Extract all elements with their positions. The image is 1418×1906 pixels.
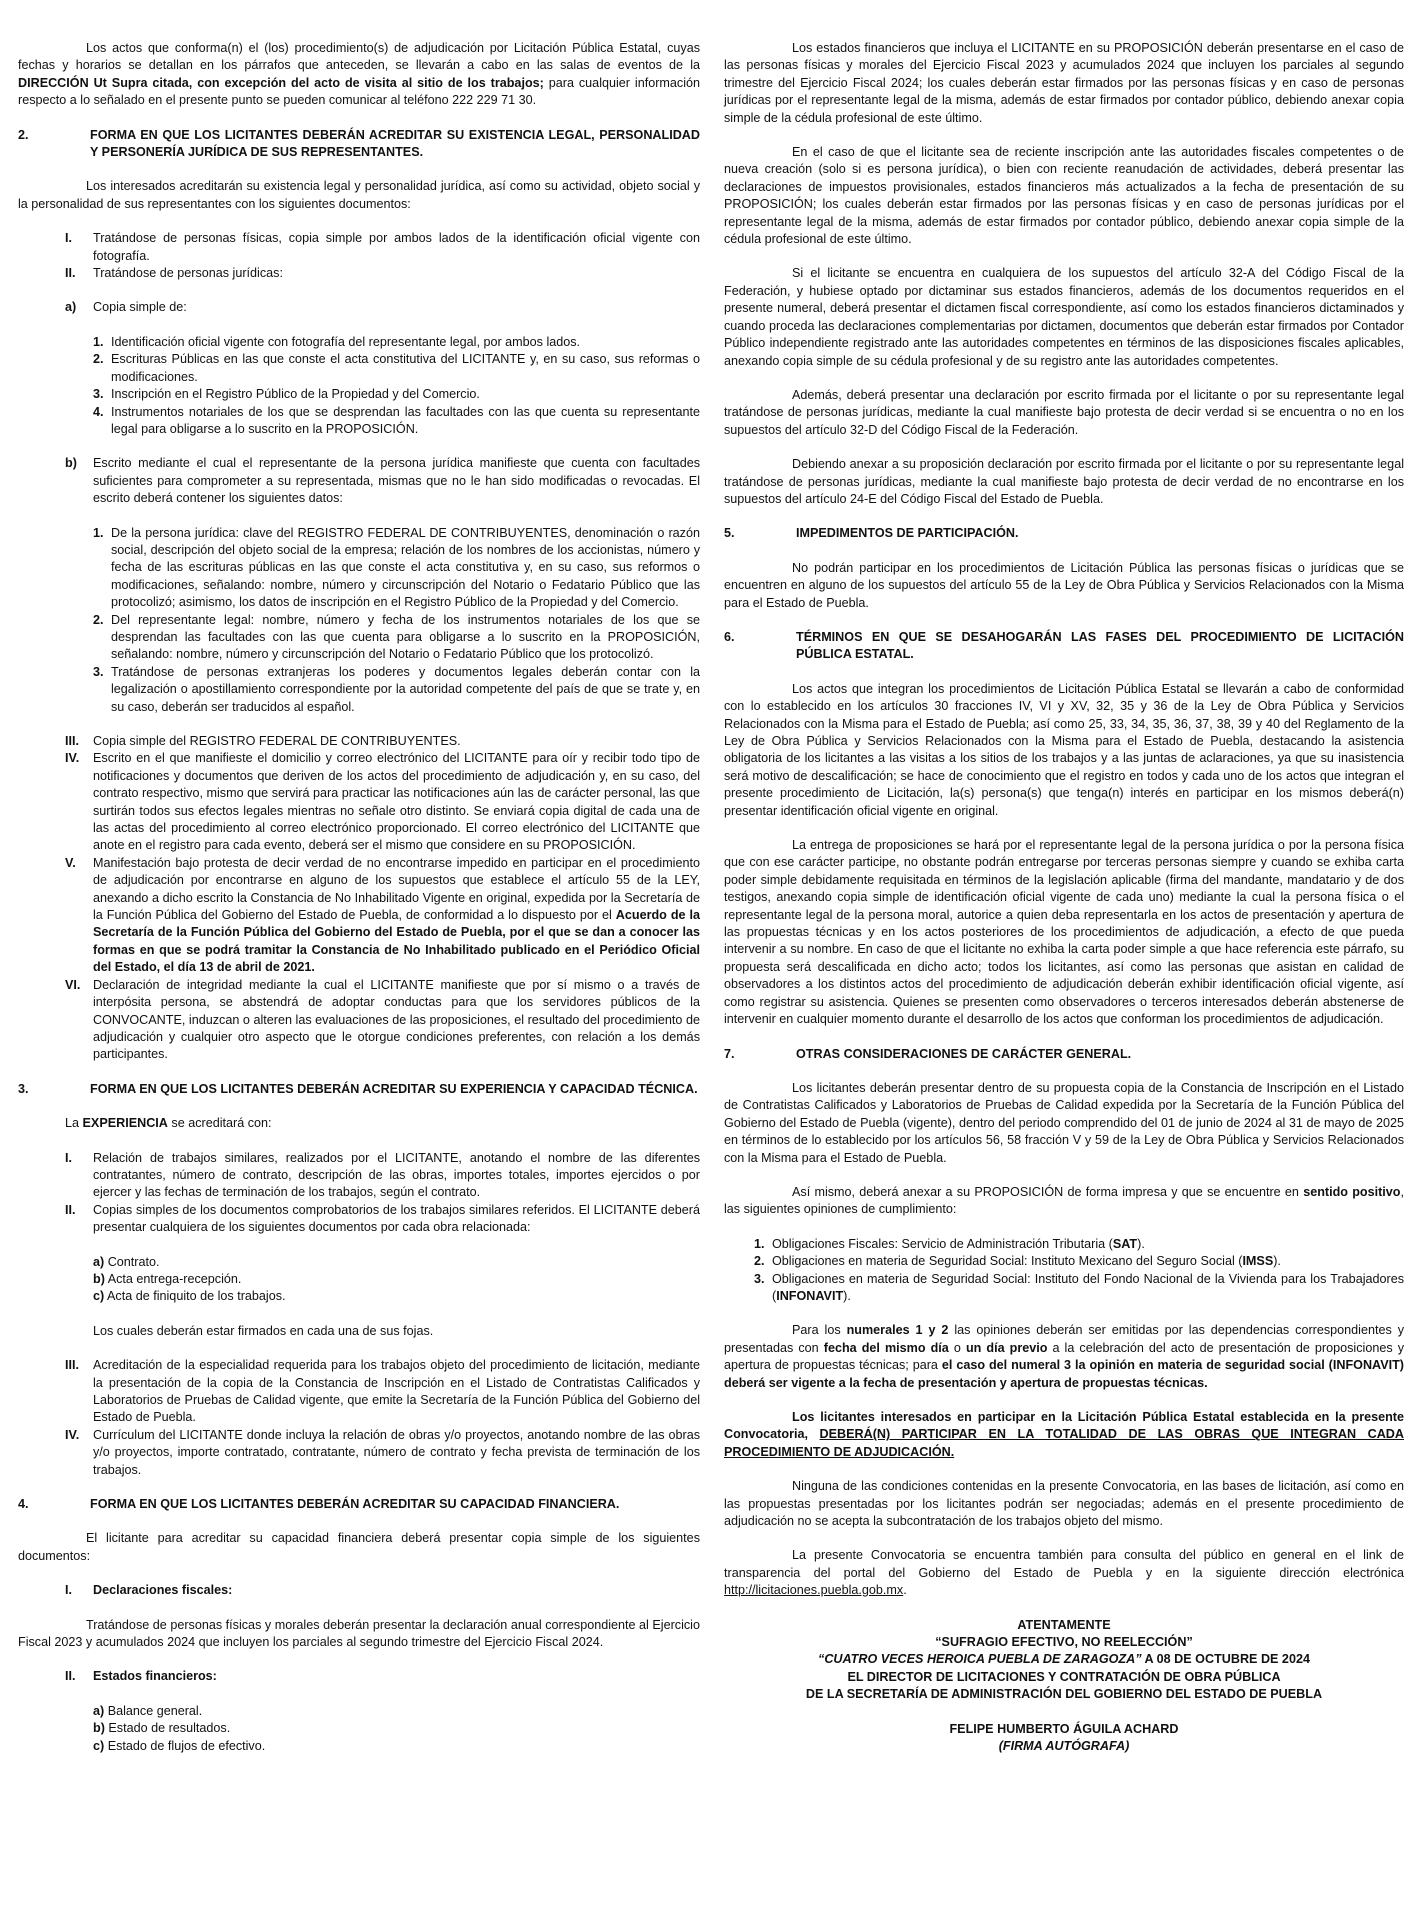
article-24e-paragraph: Debiendo anexar a su proposición declaración por escrito firmada por el licitante o por su representante legal tratándose de personas jurídicas, mediante la cual manifieste bajo protesta de decir verdad de no encontrarse en los supuestos del artículo 24-E del Código Fiscal del Estado de Puebla. [724, 457, 1404, 506]
section-3-item-iv: IV. Currículum del LICITANTE donde incluya la relación de obras y/o proyectos, anotando nombre de las obras y/o proyectos, importe contratado, contratante, número de contrato y fecha prevista de terminación de los trabajos. [65, 1427, 700, 1477]
transparency-link[interactable]: http://licitaciones.puebla.gob.mx [724, 1583, 904, 1598]
section-2-item-v: V. Manifestación bajo protesta de decir verdad de no encontrarse impedido en participar en el procedimiento de adjudicación por encontrarse en alguno de los supuestos que establece el artículo 55 de la LEY, anexando a dicho escrito la Constancia de No Inhabilitado Vigente en original, expedida por la Secretaría de la Función Pública del Gobierno del Estado de Puebla, de conformidad a lo dispuesto por el Acuerdo de la Secretaría de la Función Pública del Gobierno del Estado de Puebla, por el que se dan a conocer las formas en que se podrá tramitar la Constancia de No Inhabilitado publicado en el Periódico Oficial del Estado, el día 13 de abril de 2021. [65, 855, 700, 975]
list-item: 1. De la persona jurídica: clave del REGISTRO FEDERAL DE CONTRIBUYENTES, denominación o razón social, descripción del objeto social de la empresa; relación de los nombres de los accionistas, número y fecha de las escrituras públicas en las que conste el acta constitutiva y, en su caso, sus reformos o modificaciones, señalando: nombre, número y circunscripción del Notario o Fedatario Público que las protocolizó; asimismo, los datos de inscripción en el Registro Público de la Propiedad y del Comercio. [93, 525, 700, 610]
list-item: 1. Obligaciones Fiscales: Servicio de Administración Tributaria (SAT). [754, 1236, 1145, 1251]
section-6-paragraph-2: La entrega de proposiciones se hará por el representante legal de la persona jurídica o por la persona física que con ese carácter participe, no obstante podrán entregarse por terceras personas siempre y cuando se exhiba carta poder simple debidamente requisitada en términos de la legislación aplicable (firma del mandante, mandatario y de dos testigos, anexando copia simple de identificación oficial vigente de cada uno) mediante la cual la persona física o el representante legal de la persona moral, autorice a quien deba representarla en los actos de presentación y apertura de las propuestas técnicas y en los actos posteriores de los procedimientos de adjudicación, a efecto de que pueda intervenir a su nombre. En caso de que el licitante no exhiba la carta poder simple a que hace referencia este párrafo, su propuesta será descalificada en dicho acto; todos los licitantes, así como las personas que asistan en calidad de observadores a los distintos actos del procedimiento de adjudicación deberán exhibir identificación oficial vigente, así como registrar su asistencia. Quienes se presenten como observadores o terceros interesados deberán abstenerse de intervenir en cualquier momento durante el desarrollo de los actos que conforman los procedimientos de adjudicación. [724, 838, 1404, 1027]
financial-paragraph: Los estados financieros que incluya el LICITANTE en su PROPOSICIÓN deberán presentarse en el caso de las personas físicas y morales del Ejercicio Fiscal 2023 y acumulados 2024 que incluyen los parciales al segundo trimestre del Ejercicio Fiscal 2024; los cuales deberán estar firmados por las personas físicas y en caso de personas jurídicas por el representante legal de la misma, además de estar firmados por contador público, debiendo anexar copia simple de la cédula profesional de este último. [724, 41, 1404, 125]
section-5-heading: 5. IMPEDIMENTOS DE PARTICIPACIÓN. [724, 526, 1019, 541]
section-7-paragraph-2: Así mismo, deberá anexar a su PROPOSICIÓN de forma impresa y que se encuentre en sentido positivo, las siguientes opiniones de cumplimiento: [724, 1184, 1405, 1217]
section-2-item-ii: II. Tratándose de personas jurídicas: [65, 266, 283, 281]
section-7-paragraph-5: Ninguna de las condiciones contenidas en la presente Convocatoria, en las bases de licitación, así como en las propuestas presentadas por los licitantes podrán ser negociadas; además en el presente procedimiento de adjudicación no se acepta la subcontratación de los trabajos objeto del mismo. [724, 1479, 1404, 1529]
section-4-item-ii: II. Estados financieros: [65, 1669, 217, 1684]
section-2-item-a: a) Copia simple de: [65, 300, 187, 315]
section-2-item-i: I. Tratándose de personas físicas, copia simple por ambos lados de la identificación oficial vigente con fotografía. [65, 231, 700, 263]
list-item: 1. Identificación oficial vigente con fotografía del representante legal, por ambos lados. [93, 334, 581, 349]
experience-line: La EXPERIENCIA se acreditará con: [65, 1116, 272, 1131]
section-7-paragraph-6: La presente Convocatoria se encuentra también para consulta del público en general en el link de transparencia del portal del Gobierno del Estado de Puebla y en la siguiente dirección electrónica http://licitaciones.puebla.gob.mx. [724, 1548, 1404, 1598]
signature-line: EL DIRECTOR DE LICITACIONES Y CONTRATACIÓN DE OBRA PÚBLICA [847, 1669, 1281, 1684]
section-3-heading: 3. FORMA EN QUE LOS LICITANTES DEBERÁN ACREDITAR SU EXPERIENCIA Y CAPACIDAD TÉCNICA. [18, 1081, 698, 1096]
section-4-heading: 4. FORMA EN QUE LOS LICITANTES DEBERÁN ACREDITAR SU CAPACIDAD FINANCIERA. [18, 1497, 620, 1512]
list-item: b) Estado de resultados. [93, 1721, 231, 1736]
list-item: 3. Tratándose de personas extranjeras los poderes y documentos legales deberán contar con la legalización o apostillamiento correspondiente por la autoridad competente del país de que se trate y, en su caso, deberán ser traducidos al español. [93, 664, 700, 714]
section-4-item-i: I. Declaraciones fiscales: [65, 1583, 233, 1598]
section-7-heading: 7. OTRAS CONSIDERACIONES DE CARÁCTER GENERAL. [724, 1046, 1132, 1061]
section-7-paragraph-1: Los licitantes deberán presentar dentro de su propuesta copia de la Constancia de Inscripción en el Listado de Contratistas Calificados y Laboratorios de Pruebas de Calidad expedida por la Secretaría de la Función Pública del Gobierno del Estado de Puebla (vigente), dentro del periodo comprendido del 01 de junio de 2024 al 31 de mayo de 2025 en términos de lo establecido por los artículos 56, 58 fracción V y 59 de la Ley de Obra Pública y Servicios Relacionados con la Misma para el Estado de Puebla. [724, 1080, 1404, 1165]
list-item: c) Acta de finiquito de los trabajos. [93, 1289, 286, 1304]
section-6-paragraph-1: Los actos que integran los procedimientos de Licitación Pública Estatal se llevarán a cabo de conformidad con lo establecido en los artículos 30 fracciones IV, VI y XV, 32, 35 y 36 de la Ley de Obra Pública y Servicios Relacionados con la Misma para el Estado de Puebla; así como 25, 33, 34, 35, 36, 37, 38, 39 y 40 del Reglamento de la Ley de Obra Pública y Servicios Relacionados con la Misma para el Estado de Puebla, destacando la asistencia obligatoria de los licitantes a las visitas a los sitios de los trabajos y a las juntas de aclaraciones, ya que su inasistencia será motivo de descalificación; se hace de conocimiento que el registro en todos y cada uno de los actos que integran el presente procedimiento de Licitación, la(s) persona(s) que tenga(n) interés en participar en los mismos deberá(n) presentar identificación oficial vigente en original. [724, 681, 1404, 818]
signature-line: DE LA SECRETARÍA DE ADMINISTRACIÓN DEL GOBIERNO DEL ESTADO DE PUEBLA [805, 1687, 1323, 1702]
section-2-item-iii: III. Copia simple del REGISTRO FEDERAL DE CONTRIBUYENTES. [65, 734, 461, 748]
right-column [724, 40, 1404, 1896]
list-item: 4. Instrumentos notariales de los que se desprendan las facultades con las que cuenta su representante legal para obligarse a lo suscrito en la PROPOSICIÓN. [93, 404, 700, 436]
fojas-note: Los cuales deberán estar firmados en cada una de sus fojas. [93, 1323, 434, 1338]
section-3-item-iii: III. Acreditación de la especialidad requerida para los trabajos objeto del procedimiento de licitación, mediante la presentación de la copia de la Constancia de Inscripción en el Listado de Contratistas Calificados y Laboratorios de Pruebas de Calidad vigente, que emite la Secretaría de la Función Pública del Gobierno del Estado de Puebla. [65, 1358, 700, 1425]
list-item: c) Estado de flujos de efectivo. [93, 1738, 266, 1753]
section-2-item-b: b) Escrito mediante el cual el representante de la persona jurídica manifieste que cuenta con facultades suficientes para comprometer a su representada, mismas que no le han sido modificadas o revocadas. El escrito deberá contener los siguientes datos: [65, 456, 700, 506]
list-item: 3. Obligaciones en materia de Seguridad Social: Instituto del Fondo Nacional de la Vivienda para los Trabajadores (INFONAVIT). [754, 1271, 1404, 1303]
list-item: 2. Escrituras Públicas en las que conste el acta constitutiva del LICITANTE y, en su caso, sus reformas o modificaciones. [93, 352, 700, 384]
list-item: a) Balance general. [93, 1703, 203, 1718]
section-2-item-iv: IV. Escrito en el que manifieste el domicilio y correo electrónico del LICITANTE para oír y recibir todo tipo de notificaciones y documentos que deriven de los actos del procedimiento de adjudicación y, en su caso, del contrato respectivo, mismo que servirá para practicar las notificaciones aún las de carácter personal, las que surtirán todos sus efectos legales mientras no señale otro distinto. Se enviará copia digital de cada una de las actas del procedimiento al correo electrónico proporcionado. El correo electrónico del LICITANTE que anote en el registro para cada evento, deberá ser el mismo que considere en su PROPOSICIÓN. [65, 751, 700, 853]
list-item: 2. Obligaciones en materia de Seguridad Social: Instituto Mexicano del Seguro Social (IMSS). [754, 1254, 1281, 1269]
section-2-paragraph: Los interesados acreditarán su existencia legal y personalidad jurídica, así como su actividad, objeto social y la personalidad de sus representantes con los siguientes documentos: [18, 179, 700, 211]
section-5-paragraph: No podrán participar en los procedimientos de Licitación Pública las personas físicas o jurídicas que se encuentren en alguno de los supuestos del artículo 55 de la Ley de Obra Pública y Servicios Relacionados con la Misma para el Estado de Puebla. [724, 560, 1404, 610]
section-4-fiscal-paragraph: Tratándose de personas físicas y morales deberán presentar la declaración anual correspondiente al Ejercicio Fiscal 2023 y acumulados 2024 que incluyen los parciales al segundo trimestre del Ejercicio Fiscal 2024. [18, 1617, 700, 1650]
section-4-paragraph: El licitante para acreditar su capacidad financiera deberá presentar copia simple de los siguientes documentos: [18, 1531, 700, 1563]
signature-line: ATENTAMENTE [1017, 1617, 1111, 1632]
article-32d-paragraph: Además, deberá presentar una declaración por escrito firmada por el licitante o por su representante legal tratándose de personas jurídicas, mediante la cual manifieste bajo protesta de decir verdad si se encuentra o no en los supuestos del artículo 32-D del Código Fiscal de la Federación. [724, 387, 1404, 437]
section-6-heading: 6. TÉRMINOS EN QUE SE DESAHOGARÁN LAS FASES DEL PROCEDIMIENTO DE LICITACIÓN PÚBLICA ESTATAL. [724, 629, 1404, 662]
list-item: 3. Inscripción en el Registro Público de la Propiedad y del Comercio. [93, 387, 480, 402]
list-item: b) Acta entrega-recepción. [93, 1271, 242, 1286]
section-7-paragraph-3: Para los numerales 1 y 2 las opiniones deberán ser emitidas por las dependencias correspondientes y presentadas con fecha del mismo día o un día previo a la celebración del acto de presentación de proposiciones y apertura de propuestas técnicas; para el caso del numeral 3 la opinión en materia de seguridad social (INFONAVIT) deberá ser vigente a la fecha de presentación y apertura de propuestas técnicas. [724, 1323, 1405, 1390]
signature-line: “SUFRAGIO EFECTIVO, NO REELECCIÓN” [935, 1635, 1193, 1650]
section-7-paragraph-4: Los licitantes interesados en participar en la Licitación Pública Estatal establecida en la presente Convocatoria, DEBERÁ(N) PARTICIPAR EN LA TOTALIDAD DE LAS OBRAS QUE INTEGRAN CADA PROCEDIMIENTO DE ADJUDICACIÓN. [724, 1410, 1404, 1459]
signature-block [724, 1617, 1404, 1756]
signatory-name: FELIPE HUMBERTO ÁGUILA ACHARD [949, 1721, 1179, 1736]
section-2-heading: 2. FORMA EN QUE LOS LICITANTES DEBERÁN ACREDITAR SU EXISTENCIA LEGAL, PERSONALIDAD Y PERSONERÍA JURÍDICA DE SUS REPRESENTANTES. [18, 127, 700, 160]
list-item: 2. Del representante legal: nombre, número y fecha de los instrumentos notariales de los que se desprendan las facultades con las que cuenta para obligarse a lo suscrito en la PROPOSICIÓN, señalando: nombre, número y circunscripción del Notario o Fedatario Público que los protocolizó. [93, 612, 700, 662]
intro-paragraph: Los actos que conforma(n) el (los) procedimiento(s) de adjudicación por Licitación Pública Estatal, cuyas fechas y horarios se detallan en los párrafos que anteceden, se llevarán a cabo en las salas de eventos de la DIRECCIÓN Ut Supra citada, con excepción del acto de visita al sitio de los trabajos; para cualquier información respecto a lo señalado en el presente punto se pueden comunicar al teléfono 222 229 71 30. [18, 41, 701, 108]
article-32a-paragraph: Si el licitante se encuentra en cualquiera de los supuestos del artículo 32-A del Código Fiscal de la Federación, y hubiese optado por dictaminar sus estados financieros, además de los documentos requeridos en el presente numeral, deberá presentar el dictamen fiscal correspondiente, así como los estados financieros dictaminados y cuando proceda las declaraciones complementarias por dictamen, documentos que deberán estar firmados por Contador Público independiente registrado ante las autoridades competentes en términos de las disposiciones fiscales aplicables, anexando copia simple de su cédula profesional y de su registro ante las autoridades competentes. [724, 266, 1404, 368]
left-column [18, 40, 700, 1896]
signature-note: (FIRMA AUTÓGRAFA) [998, 1739, 1130, 1754]
section-3-item-i: I. Relación de trabajos similares, realizados por el LICITANTE, anotando el nombre de las diferentes contratantes, número de contrato, descripción de las obras, importes totales, importes ejercidos o por ejercer y las fechas de terminación de los trabajos, según el contrato. [65, 1150, 700, 1200]
signature-line: “CUATRO VECES HEROICA PUEBLA DE ZARAGOZA” A 08 DE OCTUBRE DE 2024 [818, 1652, 1310, 1667]
list-item: a) Contrato. [93, 1254, 160, 1269]
section-3-item-ii: II. Copias simples de los documentos comprobatorios de los trabajos similares referidos. El LICITANTE deberá presentar cualquiera de los siguientes documentos por cada obra relacionada: [65, 1202, 700, 1235]
new-registration-paragraph: En el caso de que el licitante sea de reciente inscripción ante las autoridades fiscales competentes o de nueva creación (solo si es persona jurídica), o bien con reciente reanudación de actividades, deberá presentar las declaraciones de impuestos provisionales, estados financieros más actualizados a la fecha de presentación de su PROPOSICIÓN; los cuales deberán estar firmados por las personas físicas y en caso de personas jurídicas por el representante legal de la misma, además de estar firmados por contador público, debiendo anexar copia simple de la cédula profesional de este último. [724, 145, 1404, 247]
section-2-item-vi: VI. Declaración de integridad mediante la cual el LICITANTE manifieste que por sí mismo o a través de interpósita persona, se abstendrá de adoptar conductas para que los servidores públicos de la CONVOCANTE, induzcan o alteren las evaluaciones de las proposiciones, el resultado del procedimiento de adjudicación y cualquier otro aspecto que le otorgue condiciones preferentes, con relación a los demás participantes. [65, 977, 700, 1062]
